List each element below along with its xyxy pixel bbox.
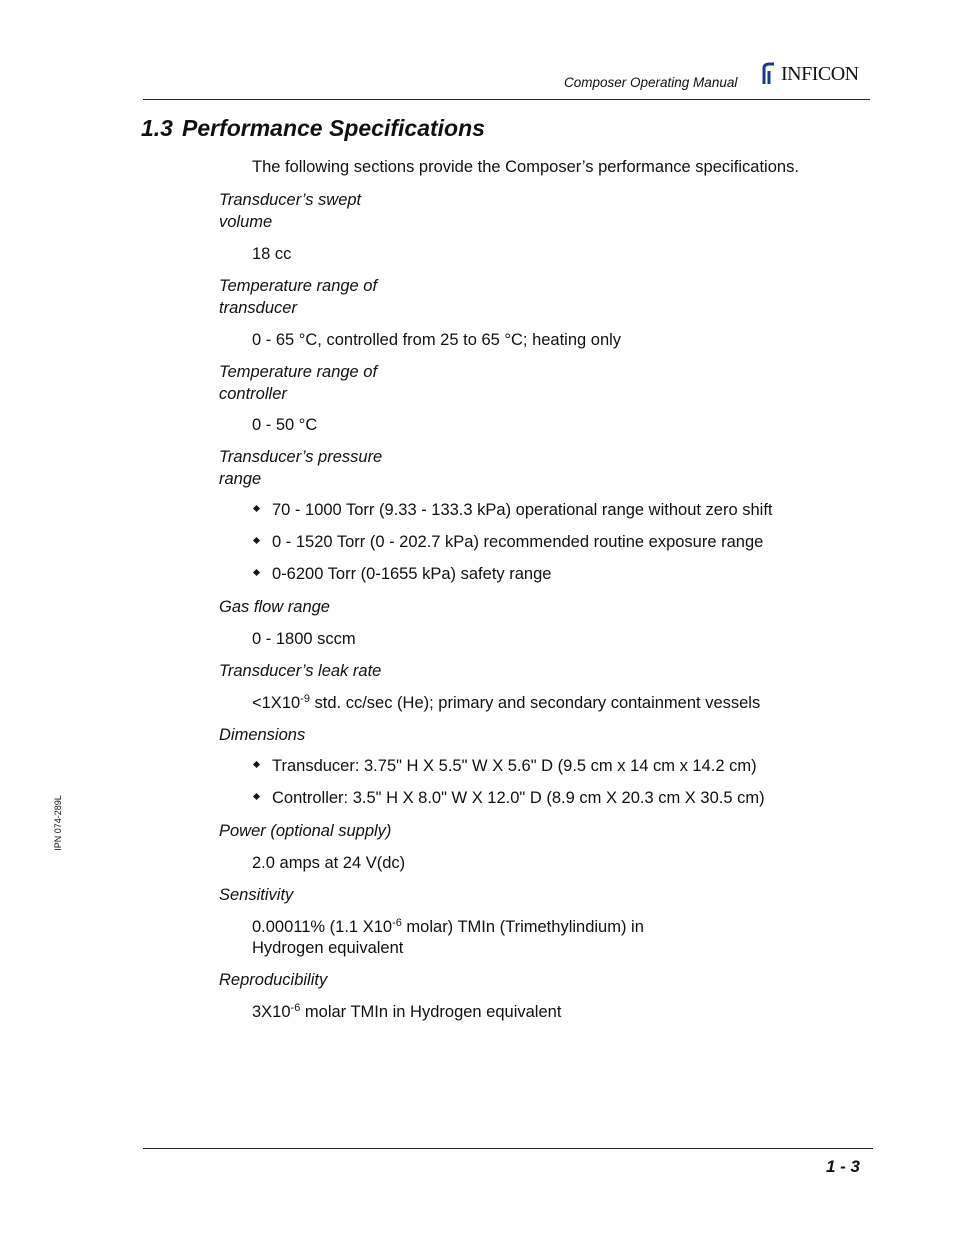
value-text: 0.00011% (1.1 X10 xyxy=(252,918,393,936)
diamond-bullet-icon xyxy=(253,537,260,544)
label-line: transducer xyxy=(219,299,297,317)
spec-label-temp-controller xyxy=(219,361,377,405)
label-line: Temperature range of xyxy=(219,363,378,381)
section-heading xyxy=(141,115,485,142)
page-number: 1 - 3 xyxy=(826,1157,861,1176)
spec-value-gas-flow: 0 - 1800 sccm xyxy=(252,630,356,648)
value-text: <1X10 xyxy=(252,694,301,712)
value-line: Hydrogen equivalent xyxy=(252,939,404,957)
pressure-bullet xyxy=(251,501,773,520)
spec-value-reproducibility xyxy=(252,1002,561,1023)
header-rule xyxy=(143,99,870,100)
ipn-code: IPN 074-289L xyxy=(53,795,63,851)
spec-label-power: Power (optional supply) xyxy=(219,822,392,840)
pressure-bullet xyxy=(251,533,763,552)
spec-label-swept-volume xyxy=(219,189,361,233)
label-line: controller xyxy=(219,385,287,403)
inficon-logo xyxy=(758,61,859,87)
dimensions-bullet xyxy=(251,757,757,776)
running-header-title: Composer Operating Manual xyxy=(564,75,738,90)
diamond-bullet-icon xyxy=(253,569,260,576)
diamond-bullet-icon xyxy=(253,793,260,800)
inficon-swoosh-icon xyxy=(758,62,778,86)
bullet-text: 0-6200 Torr (0-1655 kPa) safety range xyxy=(272,565,552,583)
spec-value-temp-controller: 0 - 50 °C xyxy=(252,416,318,434)
label-line: range xyxy=(219,470,262,488)
section-title: Performance Specifications xyxy=(181,115,485,141)
spec-label-temp-transducer xyxy=(219,275,377,319)
spec-value-swept-volume: 18 cc xyxy=(252,245,292,263)
label-line: Transducer’s pressure xyxy=(219,448,383,466)
exponent: -6 xyxy=(392,917,402,929)
logo-wordmark: INFICON xyxy=(781,62,859,85)
footer-rule xyxy=(143,1148,873,1149)
spec-label-reproducibility: Reproducibility xyxy=(219,971,328,989)
bullet-text: 70 - 1000 Torr (9.33 - 133.3 kPa) operational range without zero shift xyxy=(272,501,773,519)
pressure-bullet xyxy=(251,565,551,584)
section-number: 1.3 xyxy=(141,115,173,141)
label-line: Transducer’s swept xyxy=(219,191,362,209)
value-line xyxy=(252,917,644,938)
diamond-bullet-icon xyxy=(253,761,260,768)
bullet-text: Controller: 3.5" H X 8.0" W X 12.0" D (8.9 cm X 20.3 cm X 30.5 cm) xyxy=(272,789,765,807)
value-text: std. cc/sec (He); primary and secondary containment vessels xyxy=(309,694,761,712)
diamond-bullet-icon xyxy=(253,505,260,512)
value-text: 3X10 xyxy=(252,1003,291,1021)
spec-label-leak-rate: Transducer’s leak rate xyxy=(219,662,382,680)
bullet-text: Transducer: 3.75" H X 5.5" W X 5.6" D (9.5 cm x 14 cm x 14.2 cm) xyxy=(272,757,757,775)
spec-label-dimensions: Dimensions xyxy=(219,726,306,744)
spec-label-gas-flow: Gas flow range xyxy=(219,598,330,616)
bullet-text: 0 - 1520 Torr (0 - 202.7 kPa) recommended routine exposure range xyxy=(272,533,764,551)
value-text: molar TMIn in Hydrogen equivalent xyxy=(300,1003,562,1021)
spec-value-leak-rate xyxy=(252,693,760,714)
intro-paragraph: The following sections provide the Composer’s performance specifications. xyxy=(252,158,799,176)
spec-value-temp-transducer: 0 - 65 °C, controlled from 25 to 65 °C; heating only xyxy=(252,331,622,349)
spec-value-sensitivity xyxy=(252,917,644,959)
label-line: volume xyxy=(219,213,273,231)
value-text: molar) TMIn (Trimethylindium) in xyxy=(401,918,644,936)
label-line: Temperature range of xyxy=(219,277,378,295)
spec-value-power: 2.0 amps at 24 V(dc) xyxy=(252,854,406,872)
spec-label-sensitivity: Sensitivity xyxy=(219,886,294,904)
spec-label-pressure-range xyxy=(219,446,382,490)
exponent: -9 xyxy=(300,693,310,705)
exponent: -6 xyxy=(290,1002,301,1014)
dimensions-bullet xyxy=(251,789,765,808)
